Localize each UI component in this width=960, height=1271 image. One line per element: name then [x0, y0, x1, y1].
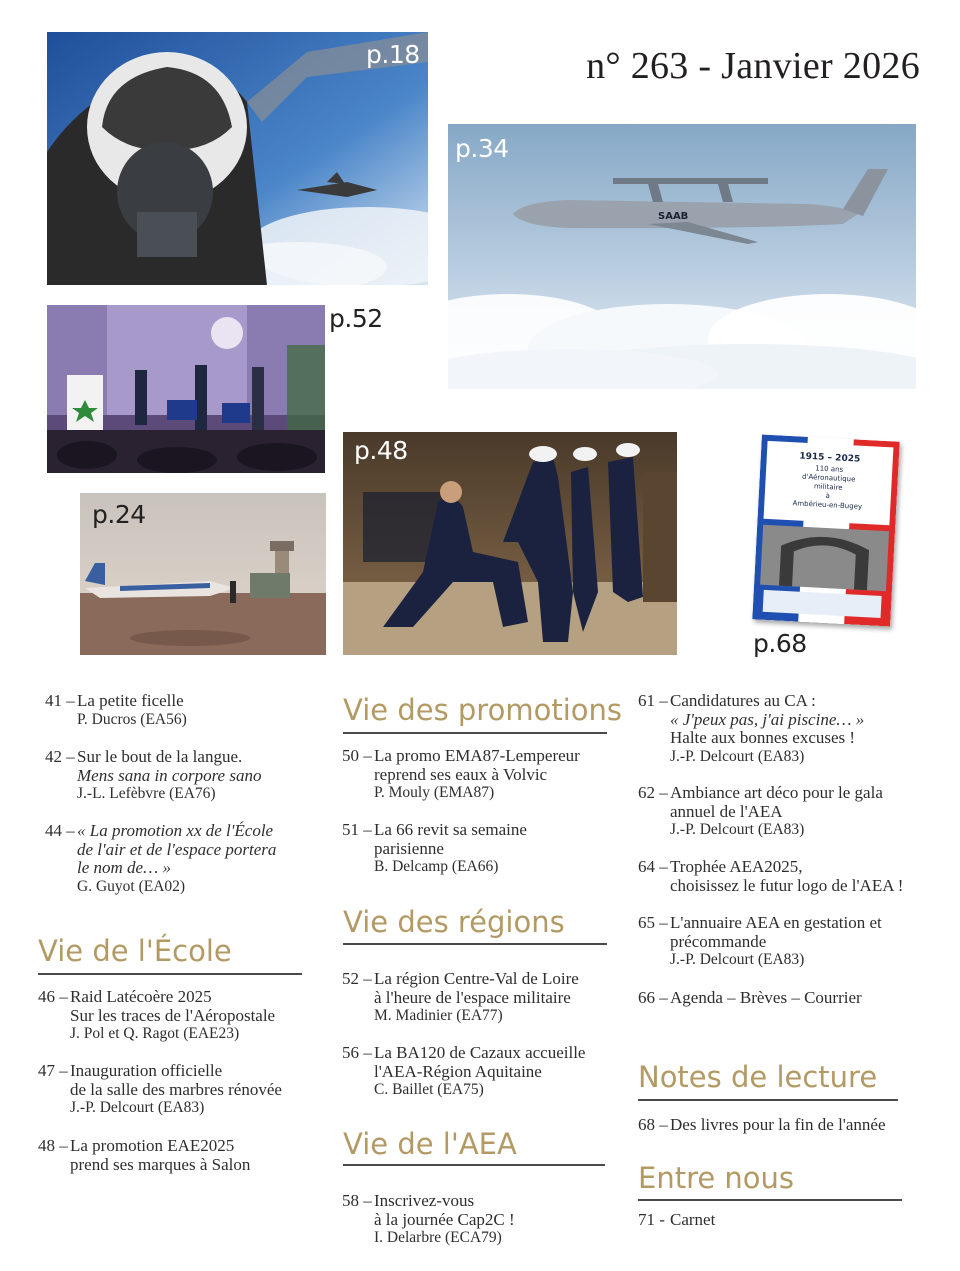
toc-entry-title: Carnet [670, 1210, 716, 1229]
conference-image [47, 305, 325, 473]
toc-entry-title: Des livres pour la fin de l'année [670, 1115, 886, 1134]
section-divider [638, 1199, 902, 1201]
page-label-18: p.18 [366, 40, 420, 69]
toc-entry-title: L'annuaire AEA en gestation et [670, 913, 882, 932]
section-title-entre-nous: Entre nous [638, 1161, 795, 1195]
toc-entry-number: 42 – [45, 747, 75, 766]
toc-entry-author: J.-P. Delcourt (EA83) [70, 1099, 205, 1116]
book-cover-image [752, 435, 899, 627]
toc-entry-number: 64 – [638, 857, 668, 876]
toc-entry-number: 71 - [638, 1210, 665, 1229]
toc-entry-title: Sur le bout de la langue. [77, 747, 243, 766]
toc-entry[interactable] [342, 1044, 585, 1100]
section-title-vie-regions: Vie des régions [343, 905, 565, 939]
aircraft-brand-text: SAAB [658, 211, 689, 222]
toc-entry-number: 50 – [342, 746, 372, 765]
book-cover-line-3: d'Aéronautique [801, 472, 856, 484]
page-label-52: p.52 [329, 304, 383, 333]
photo-pilot [47, 32, 428, 285]
toc-entry[interactable] [342, 821, 527, 877]
toc-entry-title: de la salle des marbres rénovée [70, 1079, 282, 1099]
toc-entry-number: 66 – [638, 988, 668, 1007]
toc-entry[interactable] [342, 970, 579, 1026]
page-label-34: p.34 [455, 134, 509, 163]
toc-entry-number: 68 – [638, 1115, 668, 1134]
toc-entry-title: l'AEA-Région Aquitaine [374, 1061, 542, 1081]
toc-entry-number: 44 – [45, 821, 75, 840]
toc-entry-subtitle: Halte aux bonnes excuses ! [670, 728, 856, 747]
page-label-68: p.68 [753, 629, 807, 658]
toc-entry-title: La promo EMA87-Lempereur [374, 746, 580, 765]
toc-entry-author: P. Mouly (EMA87) [374, 784, 495, 801]
toc-entry-title: de l'air et de l'espace portera [77, 839, 277, 859]
toc-entry-title: Agenda – Brèves – Courrier [670, 988, 862, 1007]
toc-entry-author: P. Ducros (EA56) [77, 710, 187, 728]
toc-entry-title: Raid Latécoère 2025 [70, 987, 212, 1006]
toc-entry-title: La promotion EAE2025 [70, 1136, 235, 1155]
toc-entry-number: 46 – [38, 987, 68, 1006]
toc-entry-title: La région Centre-Val de Loire [374, 969, 579, 988]
toc-entry-number: 61 – [638, 691, 668, 710]
section-title-notes-lecture: Notes de lecture [638, 1060, 878, 1094]
pilot-image [47, 32, 428, 285]
toc-entry-title: le nom de… » [77, 858, 171, 877]
toc-entry-author: G. Guyot (EA02) [77, 877, 186, 895]
toc-entry[interactable] [638, 989, 862, 1008]
toc-entry-subtitle: « J'peux pas, j'ai piscine… » [670, 709, 865, 729]
toc-entry-author: M. Madinier (EA77) [374, 1007, 503, 1024]
toc-entry-number: 41 – [45, 691, 75, 710]
toc-entry-title: Trophée AEA2025, [670, 857, 803, 876]
book-cover [752, 435, 899, 627]
toc-entry-title: précommande [670, 931, 767, 951]
toc-entry-title: « La promotion xx de l'École [77, 821, 274, 840]
book-cover-line-6: Ambérieu-en-Bugey [792, 499, 863, 511]
toc-entry-number: 47 – [38, 1061, 68, 1080]
toc-entry[interactable] [38, 1062, 282, 1118]
toc-entry-number: 52 – [342, 969, 372, 988]
toc-entry-title: prend ses marques à Salon [70, 1154, 251, 1174]
toc-entry-author: J. Pol et Q. Ragot (EAE23) [70, 1025, 240, 1042]
toc-entry-subtitle: Mens sana in corpore sano [77, 765, 262, 785]
photo-conference [47, 305, 325, 473]
toc-entry-author: J.-L. Lefèbvre (EA76) [77, 785, 216, 802]
toc-entry[interactable] [38, 988, 275, 1044]
toc-entry-number: 65 – [638, 913, 668, 932]
aircraft-image [448, 124, 916, 389]
page-label-24: p.24 [92, 500, 146, 529]
toc-entry-title: annuel de l'AEA [670, 801, 783, 821]
section-title-vie-promotions: Vie des promotions [343, 693, 622, 727]
book-cover-years: 1915 – 2025 [799, 451, 861, 465]
toc-entry[interactable] [638, 1116, 886, 1135]
section-divider [638, 1099, 898, 1101]
section-divider [343, 943, 607, 945]
toc-entry-author: B. Delcamp (EA66) [374, 858, 499, 875]
toc-entry[interactable] [638, 858, 903, 895]
toc-entry-title: La 66 revit sa semaine [374, 820, 527, 839]
ceremony-image [343, 432, 677, 655]
toc-entry-number: 58 – [342, 1191, 372, 1210]
toc-entry-title: La BA120 de Cazaux accueille [374, 1043, 586, 1062]
book-cover-line-4: militaire [813, 482, 843, 492]
toc-entry-author: J.-P. Delcourt (EA83) [670, 747, 805, 765]
toc-entry-title: La petite ficelle [77, 691, 184, 710]
toc-entry-title: parisienne [374, 838, 444, 858]
toc-entry-author: J.-P. Delcourt (EA83) [670, 821, 805, 838]
toc-entry[interactable] [38, 1137, 250, 1174]
toc-entry[interactable] [638, 784, 883, 840]
toc-entry-title: Inauguration officielle [70, 1061, 223, 1080]
section-title-vie-aea: Vie de l'AEA [343, 1127, 517, 1161]
photo-ceremony [343, 432, 677, 655]
toc-entry-title: à l'heure de l'espace militaire [374, 987, 571, 1007]
toc-entry[interactable] [342, 1192, 515, 1248]
toc-entry-number: 51 – [342, 820, 372, 839]
toc-entry[interactable] [638, 1211, 715, 1230]
toc-entry-title: choisissez le futur logo de l'AEA ! [670, 875, 904, 895]
toc-entry[interactable] [342, 747, 580, 803]
book-cover-line-2: 110 ans [815, 464, 844, 474]
toc-entry[interactable] [638, 914, 882, 970]
toc-entry-title: Ambiance art déco pour le gala [670, 783, 883, 802]
toc-entry-author: C. Baillet (EA75) [374, 1081, 484, 1098]
section-divider [343, 732, 607, 734]
toc-entry-title: reprend ses eaux à Volvic [374, 764, 548, 784]
toc-entry-title: Candidatures au CA : [670, 691, 816, 710]
toc-entry-number: 62 – [638, 783, 668, 802]
toc-entry[interactable] [45, 692, 187, 729]
toc-entry-number: 56 – [342, 1043, 372, 1062]
issue-title: n° 263 - Janvier 2026 [586, 45, 920, 87]
toc-entry-title: Inscrivez-vous [374, 1191, 475, 1210]
page-label-48: p.48 [354, 436, 408, 465]
toc-entry-number: 48 – [38, 1136, 68, 1155]
toc-entry[interactable] [638, 692, 864, 766]
section-divider [343, 1164, 605, 1166]
book-cover-line-5: à [825, 491, 831, 501]
toc-entry-author: J.-P. Delcourt (EA83) [670, 951, 805, 968]
toc-entry-title: à la journée Cap2C ! [374, 1209, 515, 1229]
toc-entry-author: I. Delarbre (ECA79) [374, 1229, 502, 1246]
section-divider [38, 973, 302, 975]
photo-aircraft [448, 124, 916, 389]
toc-entry[interactable] [45, 822, 276, 896]
toc-entry-title: Sur les traces de l'Aéropostale [70, 1005, 276, 1025]
toc-entry[interactable] [45, 748, 261, 804]
section-title-vie-ecole: Vie de l'École [38, 934, 232, 968]
